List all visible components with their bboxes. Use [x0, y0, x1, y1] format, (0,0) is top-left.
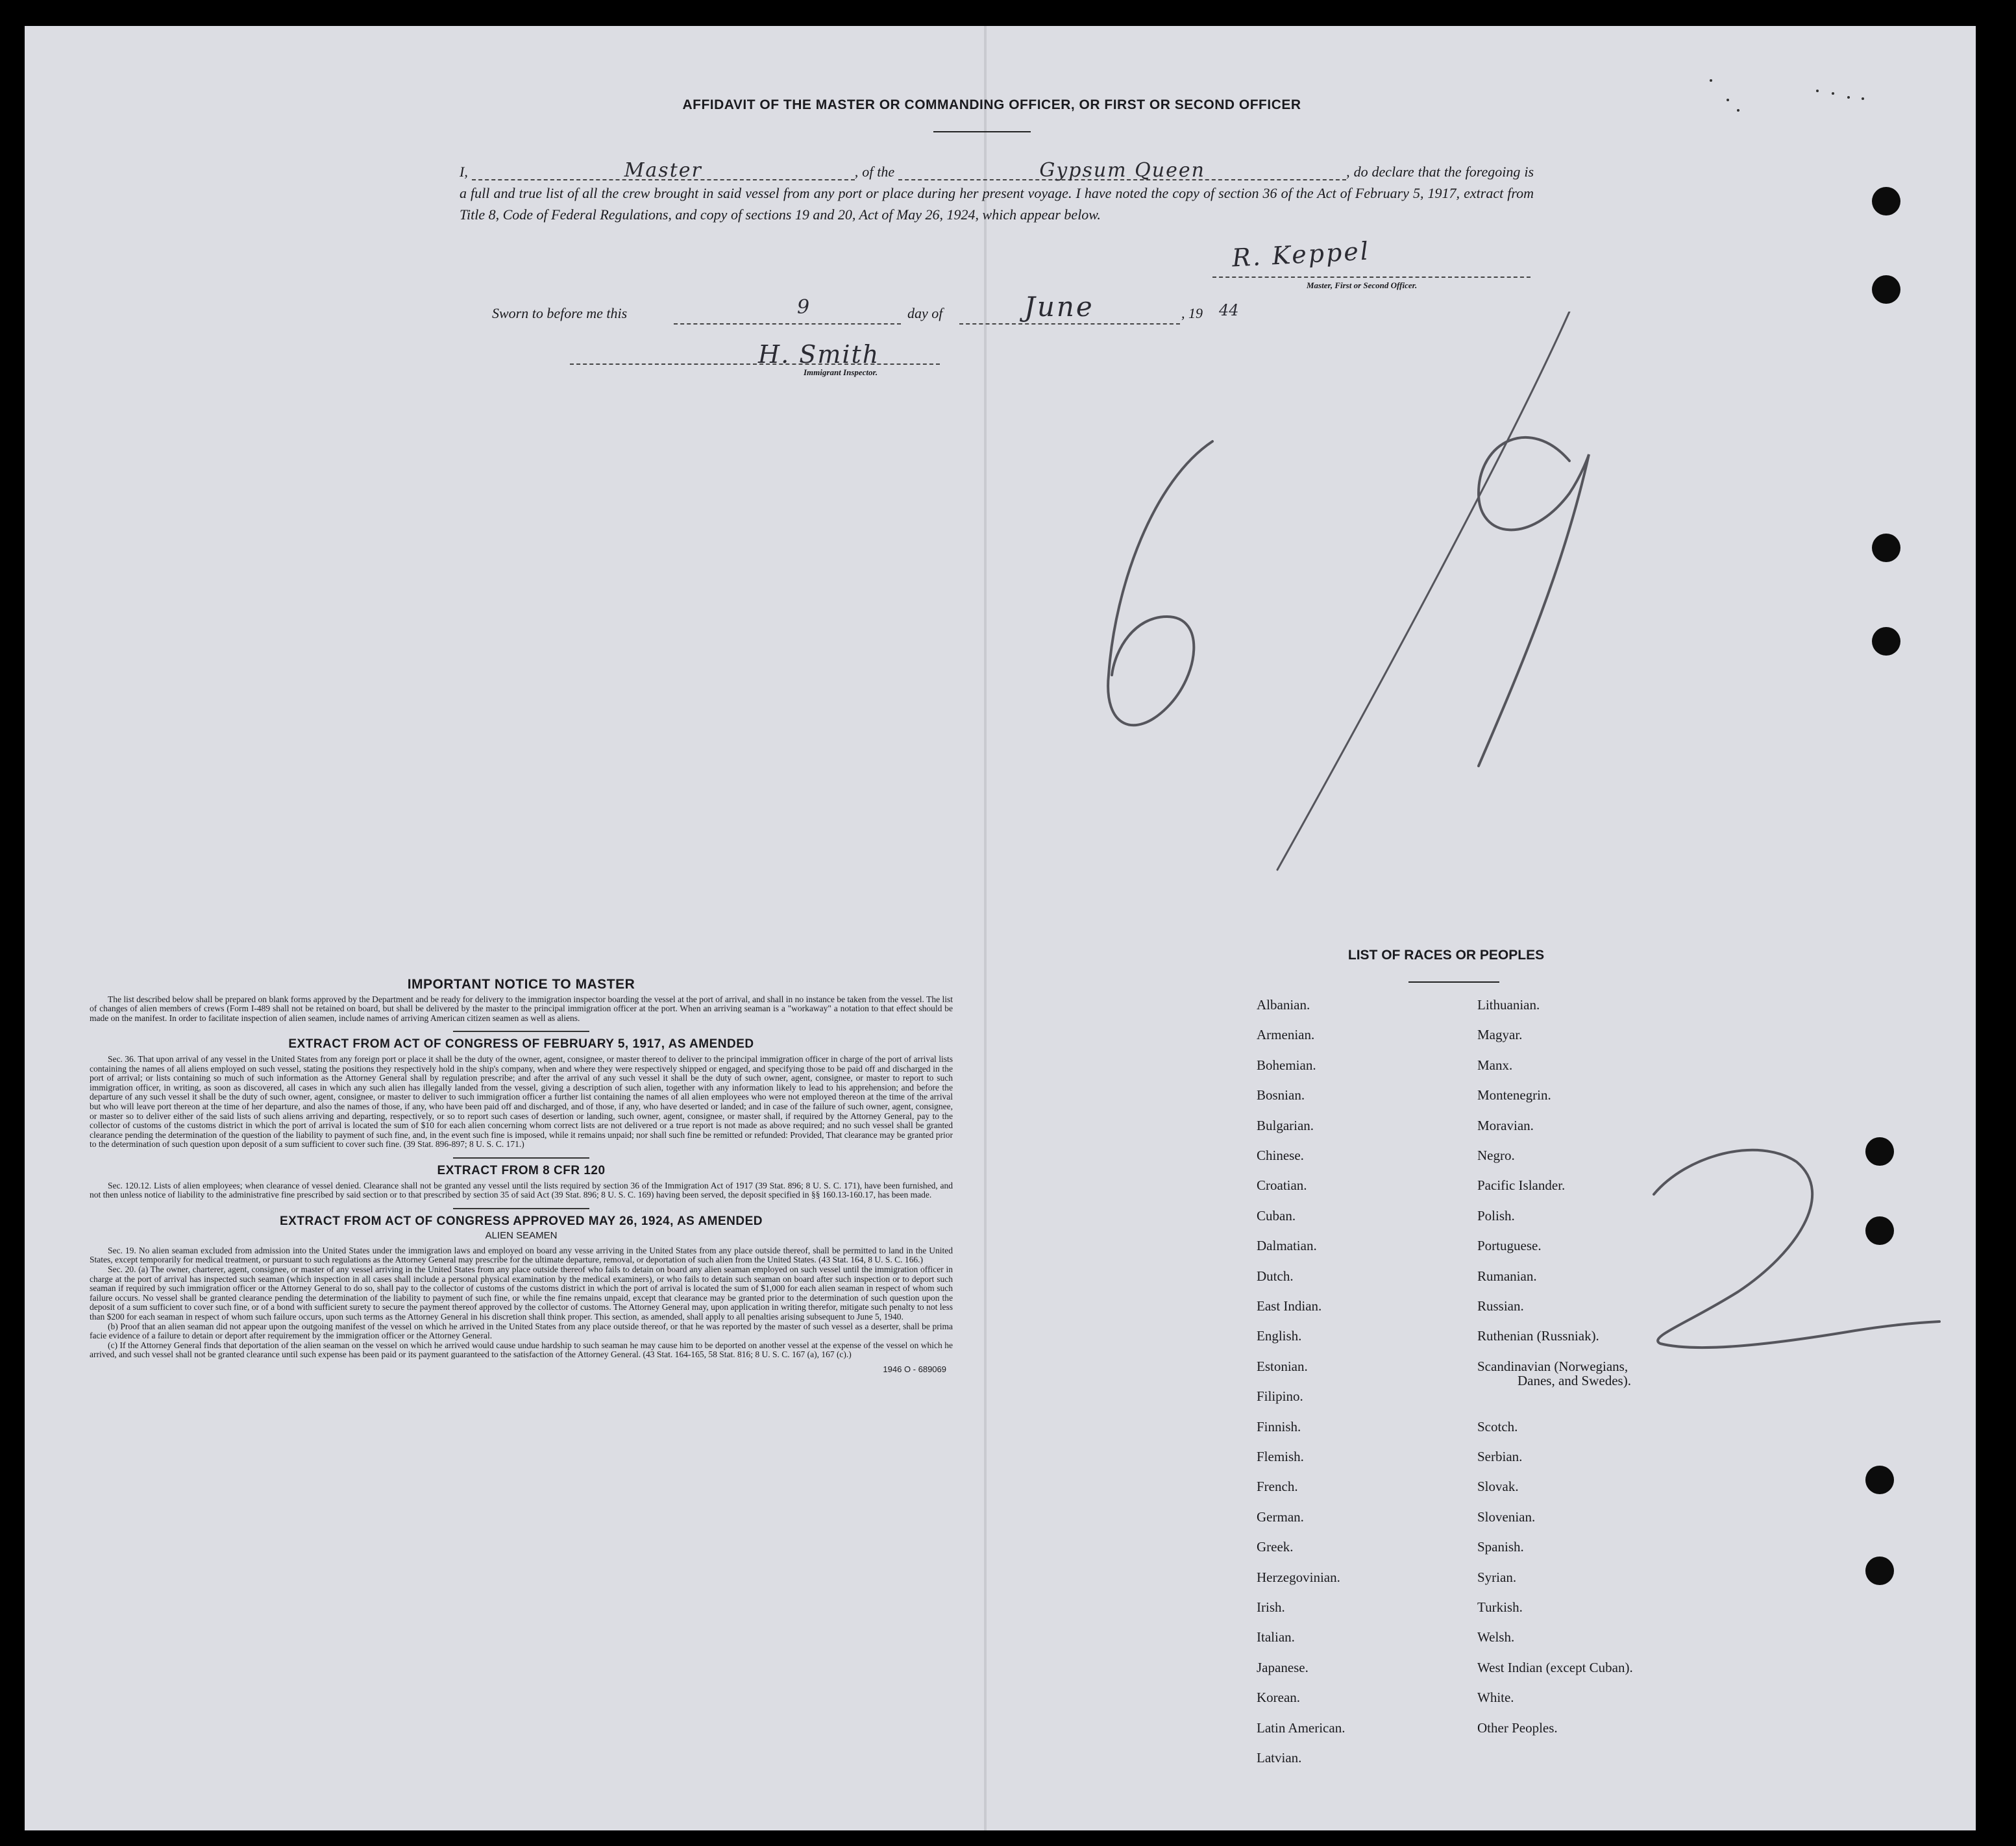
race-item: Syrian.: [1477, 1569, 1517, 1585]
race-item: Slovenian.: [1477, 1508, 1536, 1525]
extract2-text: Sec. 120.12. Lists of alien employees; when clearance of vessel denied. Clearance shall not be granted any vessel until the lists required by section 36 of the Immigration Act of 1917 (39 Stat. 896; 8 U. S. C. 171), have been furnished, and not then unless notice of liability to the administrative fine prescribed by said section or to that prescribed by section 35 of said Act (39 Stat. 896; 8 U. S. C. 169) having been served, the deposit specified in §§ 160.13-160.17, has been made.: [90, 1180, 953, 1200]
race-item: Irish.: [1257, 1599, 1285, 1615]
race-item: Herzegovinian.: [1257, 1569, 1340, 1585]
race-item: French.: [1257, 1479, 1298, 1495]
year-suffix-field: 44: [1219, 301, 1239, 319]
races-title-rule: [1408, 981, 1499, 983]
pencil-page-number: [1608, 1129, 1959, 1389]
race-item: Albanian.: [1257, 997, 1310, 1013]
notice-section: [90, 977, 953, 1375]
separator: [453, 1208, 589, 1209]
race-item: Pacific Islander.: [1477, 1177, 1566, 1194]
vessel-name-field: Gypsum Queen: [898, 162, 1346, 180]
race-item: Croatian.: [1257, 1177, 1307, 1194]
race-item: Magyar.: [1477, 1027, 1523, 1043]
race-item: East Indian.: [1257, 1298, 1322, 1314]
race-item: Slovak.: [1477, 1479, 1519, 1495]
race-item: Latin American.: [1257, 1719, 1346, 1736]
declaration-body: that the foregoing is a full and true list of all the crew brought in said vessel from any port or place during her present voyage. I have noted the copy of section 36 of the Act of February 5, 1917, extract from Title 8, Code of Federal Regulations, and copy of sections 19 and 20, Act of May 26, 1924, which appear below.: [460, 164, 1534, 223]
race-item: Danes, and Swedes).: [1518, 1372, 1631, 1388]
extract3-sec20b: (b) Proof that an alien seaman did not appear upon the outgoing manifest of the vessel on which he arrived in the United States from any place outside thereof, or that he was reported by the master of such vessel as a deserter, shall be prima facie evidence of a failure to detain or deport after requirement by the immigration officer or the Attorney General.: [90, 1321, 953, 1341]
race-item: German.: [1257, 1508, 1304, 1525]
punch-hole: [1872, 627, 1900, 656]
punch-hole: [1872, 275, 1900, 304]
sworn-day-field: 9: [797, 296, 810, 319]
notice-text: The list described below shall be prepared on blank forms approved by the Department and be ready for delivery to the immigration inspector boarding the vessel at the port of arrival, and shall in no instance be taken from the vessel. The list of changes of alien members of crews (Form I-489 shall not be retained on board, but shall be delivered by the master to the principal immigration officer at the port. When an arriving seaman is a "workaway" a notation to that effect should be made on the manifest. In order to facilitate inspection of alien seamen, include names of arriving American citizen seamen as well as aliens.: [90, 994, 953, 1023]
race-item: Filipino.: [1257, 1388, 1303, 1405]
year-prefix: , 19: [1181, 305, 1203, 321]
race-item: Negro.: [1477, 1148, 1515, 1163]
race-item: Latvian.: [1257, 1750, 1302, 1766]
extract2-title: EXTRACT FROM 8 CFR 120: [437, 1163, 606, 1177]
extract3-subtitle: ALIEN SEAMEN: [485, 1230, 558, 1242]
race-item: Finnish.: [1257, 1418, 1301, 1434]
race-item: White.: [1477, 1690, 1514, 1706]
race-item: Bosnian.: [1257, 1087, 1305, 1103]
race-item: English.: [1257, 1328, 1302, 1344]
race-item: Flemish.: [1257, 1449, 1304, 1464]
affidavit-declaration: [460, 161, 1534, 225]
inspector-caption: Immigrant Inspector.: [804, 367, 878, 377]
pencil-date-svg: [1063, 312, 1777, 896]
race-item: Other Peoples.: [1477, 1719, 1558, 1736]
race-item: Italian.: [1257, 1629, 1295, 1645]
document-page: [25, 26, 1976, 1830]
race-item: Lithuanian.: [1477, 997, 1540, 1013]
races-title: LIST OF RACES OR PEOPLES: [1347, 948, 1545, 963]
race-item: Montenegrin.: [1477, 1087, 1551, 1103]
race-item: Russian.: [1477, 1298, 1524, 1314]
race-item: Portuguese.: [1477, 1238, 1542, 1254]
extract1-title: EXTRACT FROM ACT OF CONGRESS OF FEBRUARY 5, 1917, AS AMENDED: [288, 1037, 754, 1052]
race-item: West Indian (except Cuban).: [1477, 1659, 1633, 1675]
race-item: Greek.: [1257, 1539, 1294, 1555]
punch-hole: [1865, 1557, 1894, 1585]
declaration-of-the: , of the: [854, 164, 895, 180]
punch-hole: [1865, 1466, 1894, 1494]
separator: [453, 1031, 589, 1032]
race-item: Spanish.: [1477, 1539, 1524, 1555]
extract3-title: EXTRACT FROM ACT OF CONGRESS APPROVED MAY 26, 1924, AS AMENDED: [280, 1214, 763, 1228]
extract3-sec20c: (c) If the Attorney General finds that deportation of the alien seaman on the vessel on which he arrived would cause undue hardship to such seaman he may cause him to be deported on another vessel at the expense of the vessel on which he arrived, and such vessel shall not be granted clearance until such expense has been paid or its payment guaranteed to the satisfaction of the Attorney General. (43 Stat. 164-165, 58 Stat. 816; 8 U. S. C. 167 (a), 167 (c).): [90, 1340, 953, 1360]
extract3-sec20a: Sec. 20. (a) The owner, charterer, agent, consignee, or master of any vessel arriving in the United States from any place outside thereof who fails to detain on board any alien seaman employed on such vessel until the immigration officer in charge at the port of arrival has inspected such seaman (which inspection in all cases shall include a personal physical examination by the medical examiners), or who fails to detain such seaman on board after such inspection or to deport such seaman if required by such immigration officer or the Attorney General to do so, shall pay to the collector of customs of the customs district in which the port of arrival is located the sum of $1,000 for each alien seaman in respect of whom such failure occurs. No vessel shall be granted clearance pending the determination of the liability to payment of such fine, or while the fine remains unpaid, except that clearance may be granted prior to the determination of such question upon the deposit of a sum sufficient to cover such fine, or of a bond with sufficient surety to secure the payment thereof approved by the collector of customs. The Attorney General may, upon application in writing therefor, mitigate such penalty to not less than $200 for each seaman in respect of whom such failure occurs, upon such terms as the Attorney General in his discretion shall think proper. This section, as amended, shall apply to all penalties arising subsequent to June 5, 1940.: [90, 1264, 953, 1322]
master-signature-line: [1212, 277, 1530, 278]
punch-hole: [1872, 534, 1900, 562]
race-item: Bulgarian.: [1257, 1117, 1314, 1133]
race-item: Chinese.: [1257, 1148, 1304, 1163]
race-item: Turkish.: [1477, 1599, 1523, 1615]
race-item: Cuban.: [1257, 1207, 1296, 1224]
title-rule: [933, 131, 1031, 132]
affidavit-title: AFFIDAVIT OF THE MASTER OR COMMANDING OFFICER, OR FIRST OR SECOND OFFICER: [682, 97, 1301, 112]
race-item: Ruthenian (Russniak).: [1477, 1328, 1599, 1344]
race-item: Moravian.: [1477, 1117, 1534, 1133]
inspector-signature-line: [570, 363, 940, 365]
race-item: Manx.: [1477, 1057, 1513, 1073]
sworn-month-field: June: [1024, 291, 1094, 323]
separator: [453, 1157, 589, 1159]
notice-title: IMPORTANT NOTICE TO MASTER: [407, 977, 635, 992]
race-item: Estonian.: [1257, 1358, 1308, 1374]
race-item: Dutch.: [1257, 1268, 1294, 1284]
race-item: Serbian.: [1477, 1449, 1523, 1464]
race-item: Armenian.: [1257, 1027, 1315, 1043]
declaration-do-declare: , do declare: [1346, 164, 1414, 180]
print-code: 1946 O - 689069: [883, 1364, 946, 1374]
master-signature-caption: Master, First or Second Officer.: [1307, 280, 1418, 290]
inspector-signature: H. Smith: [758, 340, 880, 369]
sworn-label: Sworn to before me this: [492, 305, 628, 321]
extract3-sec19: Sec. 19. No alien seaman excluded from admission into the United States under the immigration laws and employed on board any vesse arriving in the United States from any place outside thereof, shall be permitted to land in the United States, except temporarily for medical treatment, or pursuant to such regulations as the Attorney General may prescribe for the ultimate departure, removal, or deportation of such alien from the United States. (43 Stat. 164, 8 U. S. C. 166.): [90, 1245, 953, 1265]
punch-hole: [1872, 187, 1900, 215]
officer-rank-field: Master: [472, 162, 855, 180]
pencil-date-mark: [1063, 312, 1777, 896]
race-item: Welsh.: [1477, 1629, 1515, 1645]
race-item: Scotch.: [1477, 1418, 1518, 1434]
race-item: Japanese.: [1257, 1659, 1309, 1675]
race-item: Scandinavian (Norwegians,: [1477, 1358, 1629, 1374]
race-item: Dalmatian.: [1257, 1238, 1317, 1254]
race-item: Polish.: [1477, 1207, 1515, 1224]
pencil-page-number-svg: [1608, 1129, 1959, 1389]
race-item: Bohemian.: [1257, 1057, 1316, 1073]
declaration-intro: I,: [460, 164, 468, 180]
master-signature: R. Keppel: [1231, 236, 1371, 273]
page-fold: [984, 26, 987, 1830]
extract1-text: Sec. 36. That upon arrival of any vessel in the United States from any foreign port or place it shall be the duty of the owner, agent, consignee, or master thereof to deliver to the principal immigration officer in charge of the port of arrival lists containing the names of all aliens employed on such vessel, stating the positions they respectively hold in the ship's company, when and where they were respectively shipped or engaged, and specifying those to be paid off and discharged in the port of arrival; or lists containing so much of such information as the Attorney General shall by regulation prescribe; and after the arrival of any such vessel it shall be the duty of such owner, agent, consignee, or master to report to such immigration officer, in writing, as soon as discovered, all cases in which any such alien has illegally landed from the vessel, giving a description of such alien, together with any information likely to lead to his apprehension; and before the departure of any such vessel it shall be the duty of such owner, agent, consignee, or master to deliver to such immigration officer a further list containing the names of all alien employees who were not employed thereon at the time of the arrival but who will leave port thereon at the time of her departure, and also the names of those, if any, who have been paid off and discharged, and of those, if any, who have deserted or landed; and in case of the failure of such owner, agent, consignee, or master so to deliver either of the said lists of such aliens arriving and departing, respectively, or so to report such cases of desertion or landing, such owner, agent, consignee, or master shall, if required by the Attorney General, pay to the collector of customs of the customs district in which the port of arrival is located the sum of $10 for each alien concerning whom correct lists are not delivered or a true report is not made as above required; and no such vessel shall be granted clearance pending the determination of the question of the liability to payment of such fine, and, in the event such fine is imposed, while it remains unpaid; nor shall such fine be remitted or refunded: Provided, That clearance may be granted prior to the determination of such question upon deposit of a sum sufficient to cover such fine. (39 Stat. 896-897; 8 U. S. C. 171.): [90, 1053, 953, 1150]
day-of-label: day of: [907, 305, 943, 321]
race-item: Korean.: [1257, 1690, 1301, 1706]
race-item: Rumanian.: [1477, 1268, 1537, 1284]
sworn-day-line: [674, 323, 901, 325]
